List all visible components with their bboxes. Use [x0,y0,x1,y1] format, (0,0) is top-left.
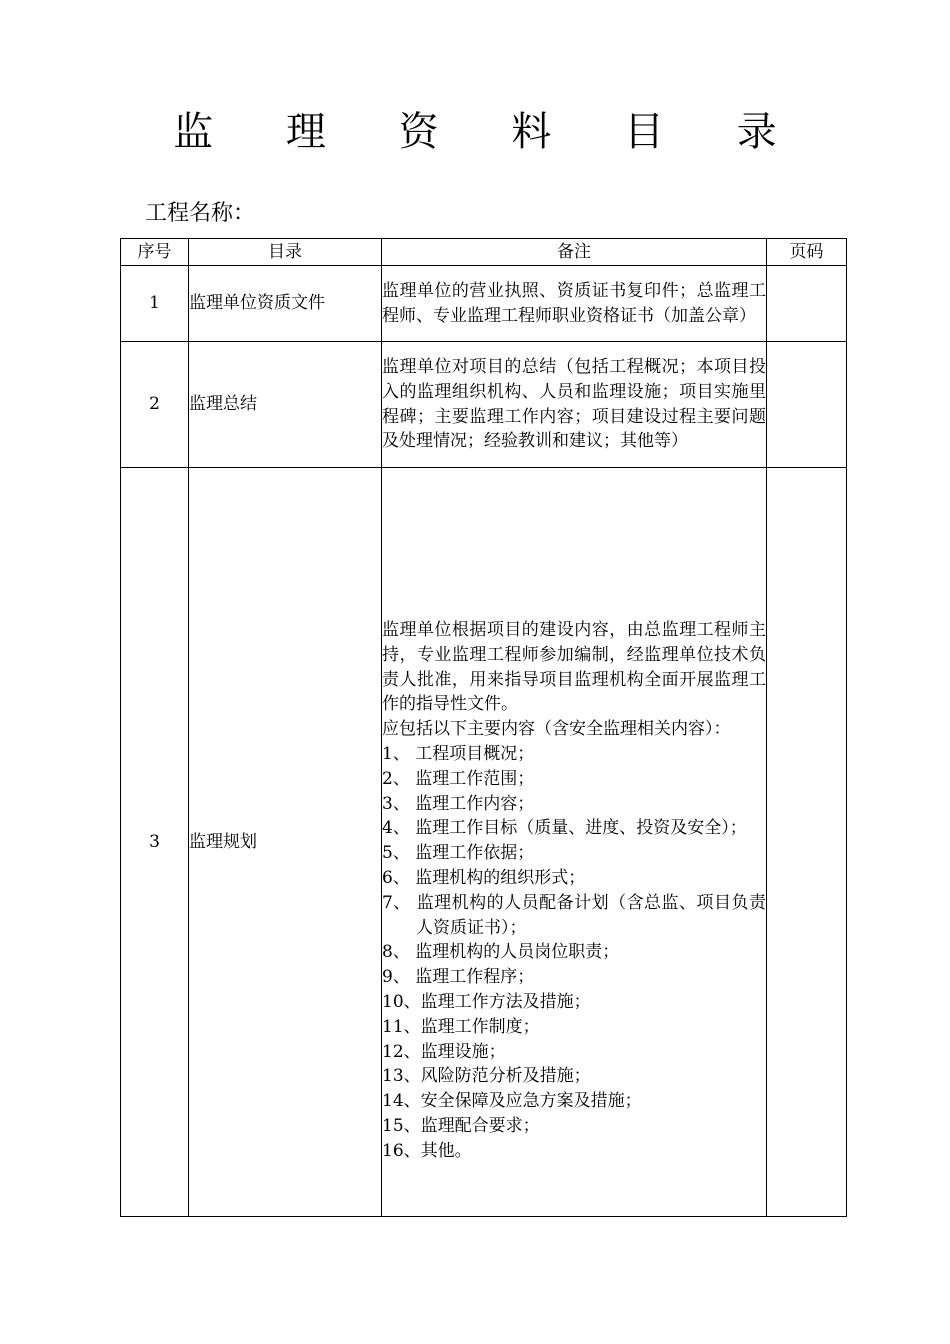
row-page [767,266,847,342]
plan-item: 6、 监理机构的组织形式； [382,867,586,888]
row-note: 监理单位的营业执照、资质证书复印件；总监理工程师、专业监理工程师职业资格证书（加盖公章） [382,266,767,342]
plan-item: 15、监理配合要求； [382,1115,540,1136]
row-number: 2 [121,342,189,468]
header-catalog: 目录 [189,239,382,266]
row-page [767,468,847,1217]
project-name-label: 工程名称： [145,201,256,226]
row-page [767,342,847,468]
plan-item: 7、 监理机构的人员配备计划（含总监、项目负责人资质证书）； [382,892,766,938]
plan-note [382,618,766,1164]
plan-item: 8、 监理机构的人员岗位职责； [382,942,620,963]
row-note [382,468,767,1217]
row-catalog: 监理总结 [189,342,382,468]
header-page: 页码 [767,239,847,266]
row-note: 监理单位对项目的总结（包括工程概况；本项目投入的监理组织机构、人员和监理设施；项目实施里程碑；主要监理工作内容；项目建设过程主要问题及处理情况；经验教训和建议；其他等） [382,342,767,468]
plan-item: 1、 工程项目概况； [382,743,535,764]
plan-item: 2、 监理工作范围； [382,768,535,789]
plan-item: 3、 监理工作内容； [382,793,535,814]
plan-item: 9、 监理工作程序； [382,967,535,988]
header-no: 序号 [121,239,189,266]
plan-item: 4、 监理工作目标（质量、进度、投资及安全）； [382,818,747,839]
plan-item: 13、风险防范分析及措施； [382,1066,591,1087]
table-row [121,266,847,342]
row-catalog: 监理规划 [189,468,382,1217]
plan-item-list [382,742,766,1164]
plan-item: 5、 监理工作依据； [382,843,535,864]
plan-item: 16、其他。 [382,1140,472,1161]
row-catalog: 监理单位资质文件 [189,266,382,342]
plan-item: 10、监理工作方法及措施； [382,991,591,1012]
plan-intro: 监理单位根据项目的建设内容，由总监理工程师主持，专业监理工程师参加编制，经监理单位技术负责人批准，用来指导项目监理机构全面开展监理工作的指导性文件。 [382,620,766,715]
table-row [121,468,847,1217]
header-note: 备注 [382,239,767,266]
document-title: 监 理 资 料 目 录 [173,109,807,155]
catalog-table [120,238,847,1217]
row-number: 3 [121,468,189,1217]
plan-intro-contents: 应包括以下主要内容（含安全监理相关内容）： [382,719,731,740]
row-number: 1 [121,266,189,342]
plan-item: 12、监理设施； [382,1041,506,1062]
table-row [121,342,847,468]
plan-item: 14、安全保障及应急方案及措施； [382,1091,642,1112]
plan-item: 11、监理工作制度； [382,1016,540,1037]
table-header-row [121,239,847,266]
